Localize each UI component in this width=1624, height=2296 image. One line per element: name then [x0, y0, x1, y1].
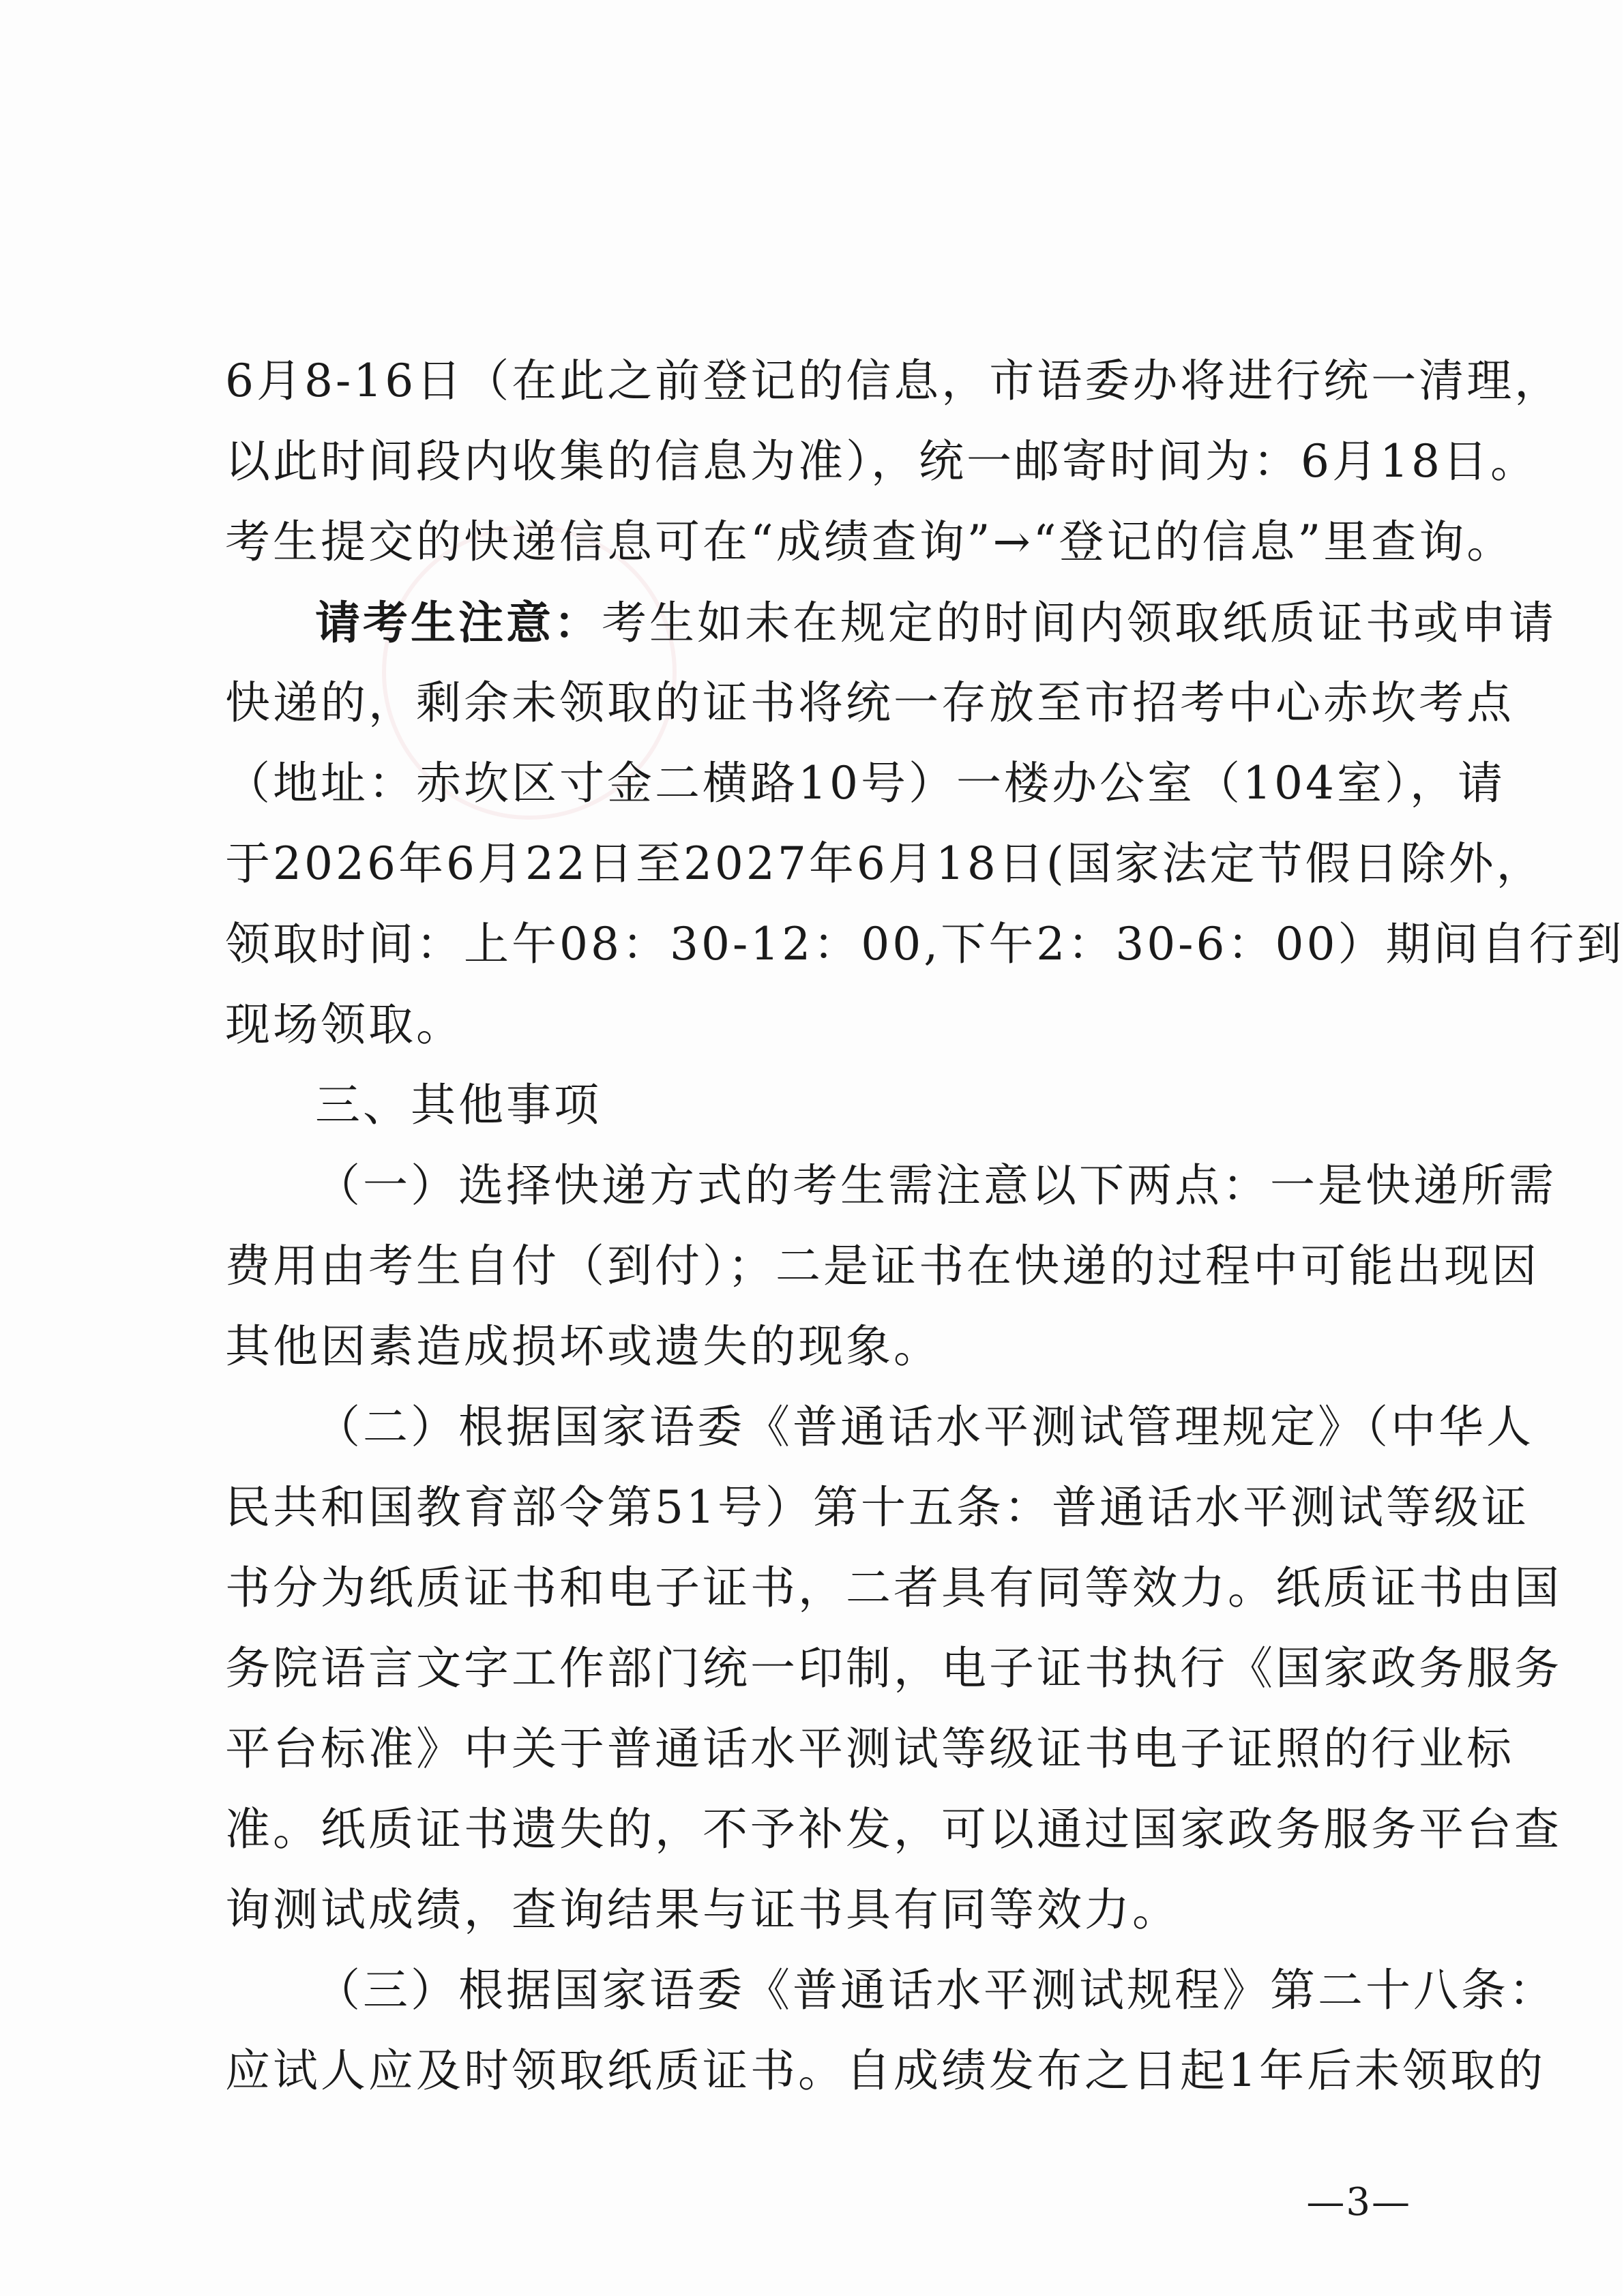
text-line: 考生提交的快递信息可在“成绩查询”→“登记的信息”里查询。 [225, 516, 1515, 568]
text-line: 书分为纸质证书和电子证书，二者具有同等效力。纸质证书由国 [225, 1562, 1562, 1614]
page-number: —3— [1306, 2180, 1411, 2224]
section-heading: 三、其他事项 [315, 1079, 602, 1131]
text-line: 准。纸质证书遗失的，不予补发，可以通过国家政务服务平台查 [225, 1803, 1562, 1855]
text-line: （一）选择快递方式的考生需注意以下两点：一是快递所需 [315, 1159, 1556, 1212]
document-body [225, 341, 1624, 2111]
paragraph-item-2 [225, 1387, 1562, 1950]
text-line: （三）根据国家语委《普通话水平测试规程》第二十八条： [315, 1964, 1556, 2016]
paragraph-express-dates [225, 341, 1563, 582]
text-line: 6月8-16日（在此之前登记的信息，市语委办将进行统一清理， [225, 355, 1563, 407]
text-line: 民共和国教育部令第51号）第十五条：普通话水平测试等级证 [225, 1481, 1529, 1534]
text-line: 费用由考生自付（到付）；二是证书在快递的过程中可能出现因 [225, 1240, 1539, 1292]
paragraph-item-3 [225, 1950, 1556, 2111]
paragraph-notice [225, 582, 1624, 1065]
text-line: （二）根据国家语委《普通话水平测试管理规定》（中华人 [315, 1401, 1534, 1453]
text-line: 以此时间段内收集的信息为准），统一邮寄时间为：6月18日。 [225, 435, 1538, 488]
text-line: 平台标准》中关于普通话水平测试等级证书电子证照的行业标 [225, 1723, 1514, 1775]
text-line: 应试人应及时领取纸质证书。自成绩发布之日起1年后未领取的 [225, 2044, 1546, 2097]
text-line: 领取时间：上午08：30-12：00,下午2：30-6：00）期间自行到 [225, 918, 1624, 970]
text-line: 询测试成绩，查询结果与证书具有同等效力。 [225, 1883, 1180, 1936]
text-line: 其他因素造成损坏或遗失的现象。 [225, 1320, 941, 1373]
text-line: 于2026年6月22日至2027年6月18日(国家法定节假日除外， [225, 837, 1544, 890]
text-line: （地址：赤坎区寸金二横路10号）一楼办公室（104室），请 [225, 757, 1505, 809]
paragraph-item-1 [225, 1146, 1556, 1387]
text-line: 现场领取。 [225, 998, 464, 1051]
notice-text: 考生如未在规定的时间内领取纸质证书或申请 [602, 597, 1556, 649]
text-line [225, 582, 1556, 663]
notice-lead: 请考生注意： [315, 596, 602, 649]
text-line: 务院语言文字工作部门统一印制，电子证书执行《国家政务服务 [225, 1642, 1562, 1695]
text-line: 快递的，剩余未领取的证书将统一存放至市招考中心赤坎考点 [225, 676, 1514, 729]
